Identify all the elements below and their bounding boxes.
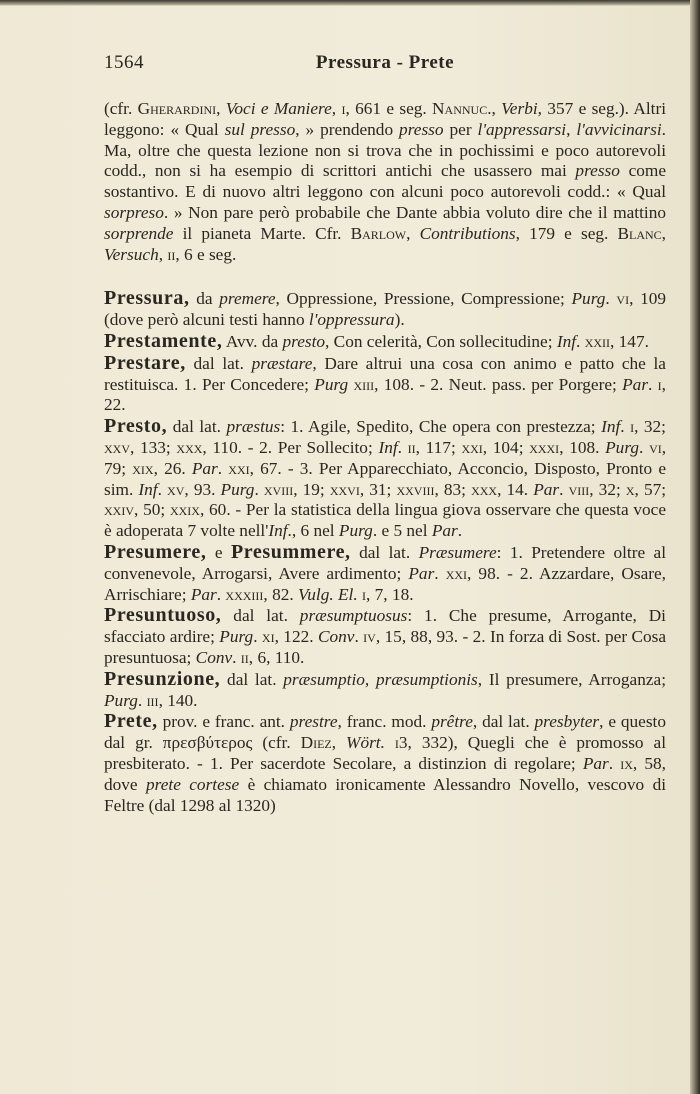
dictionary-entry bbox=[104, 542, 666, 605]
dictionary-entry bbox=[104, 711, 666, 816]
entry-headword: Pressura, bbox=[104, 287, 190, 310]
entry-headword: Presumere, bbox=[104, 540, 207, 563]
entry-joiner: e bbox=[214, 542, 223, 562]
entry-headword: Presunzione, bbox=[104, 667, 221, 690]
continuation-paragraph: (cfr. Gherardini, Voci e Maniere, i, 661 e seg. Nannuc., Verbi, 357 e seg.). Altri leggono: « Qual sul presso, » prendendo presso per l'appressarsi, l'avvicinarsi. Ma, oltre che questa lezione non si trova che in pochissimi e poco autorevoli codd., non si ha esempio di scrittori antichi che usassero mai presso come sostantivo. E di nuovo altri leggono con alcuni poco autorevoli codd.: « Qual sorpreso. » Non pare però probabile che Dante abbia voluto dire che il mattino sorprende il pianeta Marte. Cfr. Barlow, Contributions, 179 e seg. Blanc, Versuch, ii, 6 e seg. bbox=[104, 99, 667, 264]
entry-definition: dal lat. præstus: 1. Agile, Spedito, Che opera con prestezza; Inf. i, 32; xxv, 133; xxx, 110. - 2. Per Sollecito; Inf. ii, 117; xxi, 104; xxxi, 108. Purg. vi, 79; xix, 26. Par. xxi, 67. - 3. Per Apparecchiato, Acconcio, Disposto, Pronto e sim. Inf. xv, 93. Purg. xviii, 19; xxvi, 31; xxviii, 83; xxx, 14. Par. viii, 32; x, 57; xxiv, 50; xxix, 60. - Per la statistica della lingua giova osservare che questa voce è adoperata 7 volte nell'Inf., 6 nel Purg. e 5 nel Par. bbox=[104, 417, 667, 541]
entry-headword: Prestare, bbox=[104, 351, 186, 374]
entry-definition: prov. e franc. ant. prestre, franc. mod. prêtre, dal lat. presbyter, e questo dal gr. πρεσβύτερος (cfr. Diez, Wört. i3, 332), Quegli che è promosso al presbiterato. - 1. Per sacerdote Secolare, a distinzion di regolare; Par. ix, 58, dove prete cortese è chiamato ironicamente Alessandro Novello, vescovo di Feltre (dal 1298 al 1320) bbox=[104, 712, 667, 815]
page-number: 1564 bbox=[104, 52, 144, 73]
entry-definition: Avv. da presto, Con celerità, Con sollecitudine; Inf. xxii, 147. bbox=[225, 331, 649, 351]
entry-definition: dal lat. præsumptuosus: 1. Che presume, Arrogante, Di sfacciato ardire; Purg. xi, 122. Conv. iv, 15, 88, 93. - 2. In forza di Sost. per Cosa presuntuosa; Conv. ii, 6, 110. bbox=[104, 606, 667, 667]
dictionary-entry bbox=[104, 669, 666, 712]
entry-headword-variant: Presummere, bbox=[230, 540, 351, 563]
dictionary-entry bbox=[104, 353, 666, 416]
dictionary-entry bbox=[104, 605, 666, 668]
dictionary-entry bbox=[104, 331, 666, 353]
page-header bbox=[104, 52, 666, 82]
entry-headword: Presto, bbox=[104, 415, 168, 438]
dictionary-entry bbox=[104, 288, 666, 331]
dictionary-entry bbox=[104, 416, 666, 542]
entry-headword: Prestamente, bbox=[104, 329, 223, 352]
entry-headword: Presuntuoso, bbox=[104, 604, 222, 627]
entry-list bbox=[104, 288, 666, 816]
entry-headword: Prete, bbox=[104, 710, 158, 733]
entry-definition: dal lat. Præsumere: 1. Pretendere oltre al convenevole, Arrogarsi, Avere ardimento; Par. xxi, 98. - 2. Azzardare, Osare, Arrischiare; Par. xxxiii, 82. Vulg. El. i, 7, 18. bbox=[104, 542, 667, 604]
page-body bbox=[104, 99, 666, 816]
page-binding-shadow bbox=[690, 0, 700, 1094]
running-title: Pressura - Prete bbox=[315, 52, 455, 73]
page-top-edge bbox=[0, 0, 700, 6]
entry-definition: da premere, Oppressione, Pressione, Compressione; Purg. vi, 109 (dove però alcuni testi hanno l'oppressura). bbox=[104, 289, 667, 330]
entry-definition: dal lat. præstare, Dare altrui una cosa con animo e patto che la restituisca. 1. Per Concedere; Purg xiii, 108. - 2. Neut. pass. per Porgere; Par. i, 22. bbox=[104, 353, 666, 415]
entry-definition: dal lat. præsumptio, præsumptionis, Il presumere, Arroganza; Purg. iii, 140. bbox=[104, 669, 666, 710]
